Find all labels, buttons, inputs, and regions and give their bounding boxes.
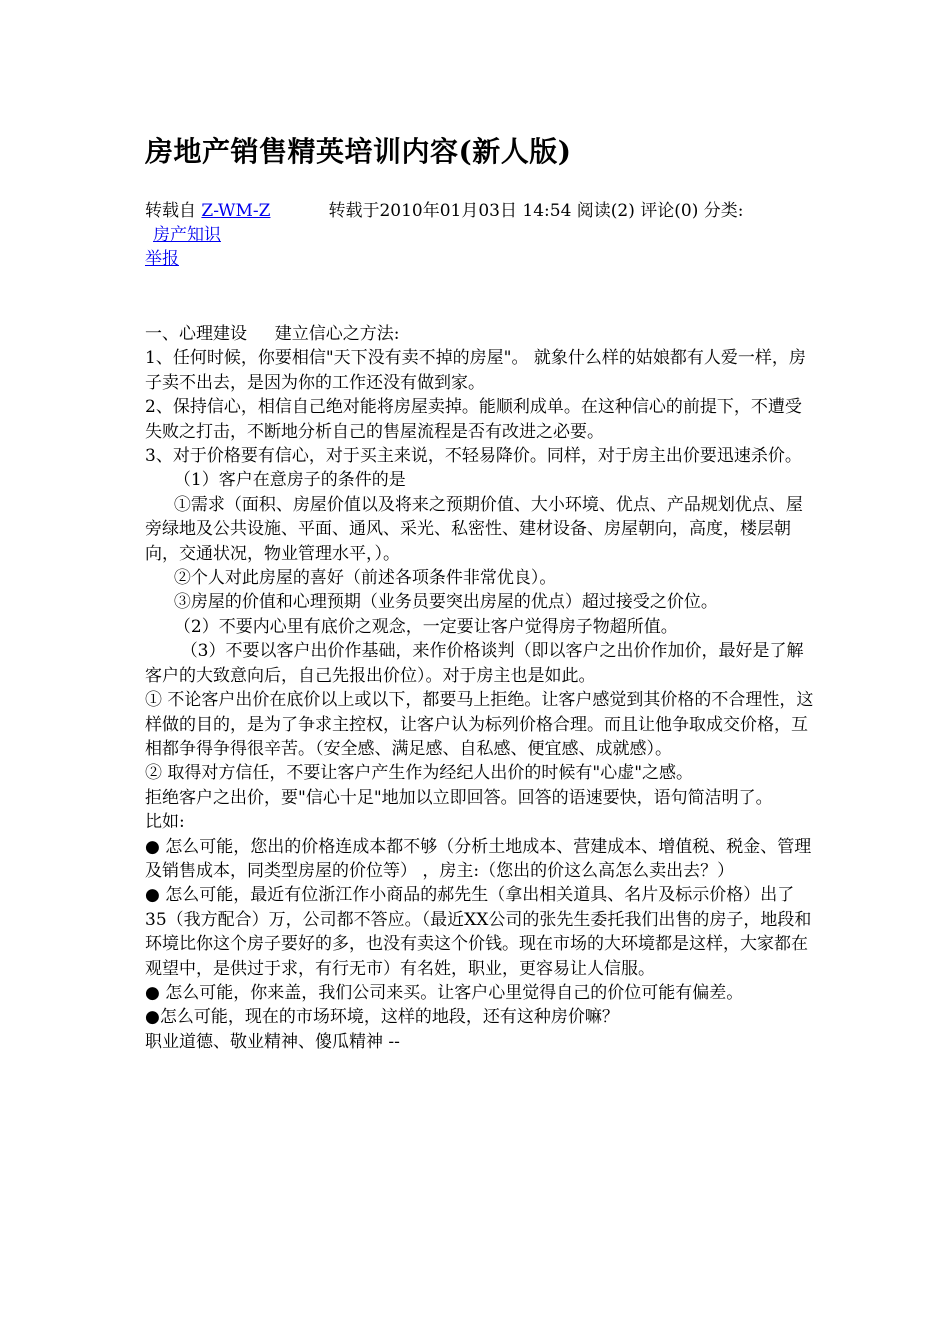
paragraph: 拒绝客户之出价，要"信心十足"地加以立即回答。回答的语速要快，语句简洁明了。 xyxy=(145,787,773,808)
article-body xyxy=(145,322,815,1054)
paragraph: 1、任何时候，你要相信"天下没有卖不掉的房屋"。 就象什么样的姑娘都有人爱一样，房子卖不出去，是因为你的工作还没有做到家。 xyxy=(145,348,806,393)
bullet-item: ● 怎么可能，您出的价格连成本都不够（分析土地成本、营建成本、增值税、税金、管理及销售成本，同类型房屋的价位等） ，房主:（您出的价这么高怎么卖出去？） xyxy=(145,836,812,881)
meta-row-category xyxy=(145,223,815,247)
paragraph: 一、心理建设 建立信心之方法: xyxy=(145,324,400,344)
paragraph: （2）不要内心里有底价之观念，一定要让客户觉得房子物超所值。 xyxy=(173,616,678,637)
post-meta xyxy=(145,199,815,271)
repost-label: 转载自 xyxy=(145,201,196,221)
report-link[interactable]: 举报 xyxy=(145,249,179,269)
bullet-item: ● 怎么可能，你来盖，我们公司来买。让客户心里觉得自己的价位可能有偏差。 xyxy=(145,982,744,1003)
paragraph: ③房屋的价值和心理预期（业务员要突出房屋的优点）超过接受之价位。 xyxy=(173,592,718,613)
paragraph: 比如: xyxy=(145,812,185,833)
bullet-item: ●怎么可能，现在的市场环境，这样的地段，还有这种房价嘛？ xyxy=(145,1007,619,1028)
paragraph: 2、保持信心，相信自己绝对能将房屋卖掉。能顺利成单。在这种信心的前提下，不遭受失败之打击，不断地分析自己的售屋流程是否有改进之必要。 xyxy=(145,397,802,442)
paragraph: ②个人对此房屋的喜好（前述各项条件非常优良）。 xyxy=(173,568,557,589)
meta-row-report xyxy=(145,247,815,271)
paragraph: ①需求（面积、房屋价值以及将来之预期价值、大小环境、优点、产品规划优点、屋旁绿地及公共设施、平面、通风、采光、私密性、建材设备、房屋朝向，高度，楼层朝向，交通状况，物业管理水平，）。 xyxy=(145,494,803,564)
paragraph: ① 不论客户出价在底价以上或以下，都要马上拒绝。让客户感觉到其价格的不合理性，这样做的目的，是为了争求主控权，让客户认为标列价格合理。而且让他争取成交价格，互相都争得争得很辛苦。（安全感、满足感、自私感、便宜感、成就感）。 xyxy=(145,690,814,759)
meta-row-info xyxy=(145,199,815,223)
post-info: 转载于2010年01月03日 14:54 阅读(2) 评论(0) 分类: xyxy=(328,201,744,221)
bullet-item: ● 怎么可能，最近有位浙江作小商品的郝先生（拿出相关道具、名片及标示价格）出了35（我方配合）万，公司都不答应。（最近XX公司的张先生委托我们出售的房子，地段和环境比你这个房子要好的多，也没有卖这个价钱。现在市场的大环境都是这样，大家都在观望中，是供过于求，有行无市）有名姓，职业，更容易让人信服。 xyxy=(145,885,812,979)
paragraph: 3、对于价格要有信心，对于买主来说，不轻易降价。同样，对于房主出价要迅速杀价。 xyxy=(145,446,802,467)
paragraph: （1）客户在意房子的条件的是 xyxy=(173,470,406,491)
paragraph: 职业道德、敬业精神、傻瓜精神 -- xyxy=(145,1031,400,1052)
author-link[interactable]: Z-WM-Z xyxy=(201,201,271,221)
paragraph: ② 取得对方信任，不要让客户产生作为经纪人出价的时候有"心虚"之感。 xyxy=(145,763,694,784)
paragraph: （3）不要以客户出价作基础，来作价格谈判（即以客户之出价作加价，最好是了解客户的大致意向后，自己先报出价位）。对于房主也是如此。 xyxy=(145,641,804,686)
page-title: 房地产销售精英培训内容(新人版) xyxy=(145,135,572,168)
category-link[interactable]: 房产知识 xyxy=(153,225,221,245)
